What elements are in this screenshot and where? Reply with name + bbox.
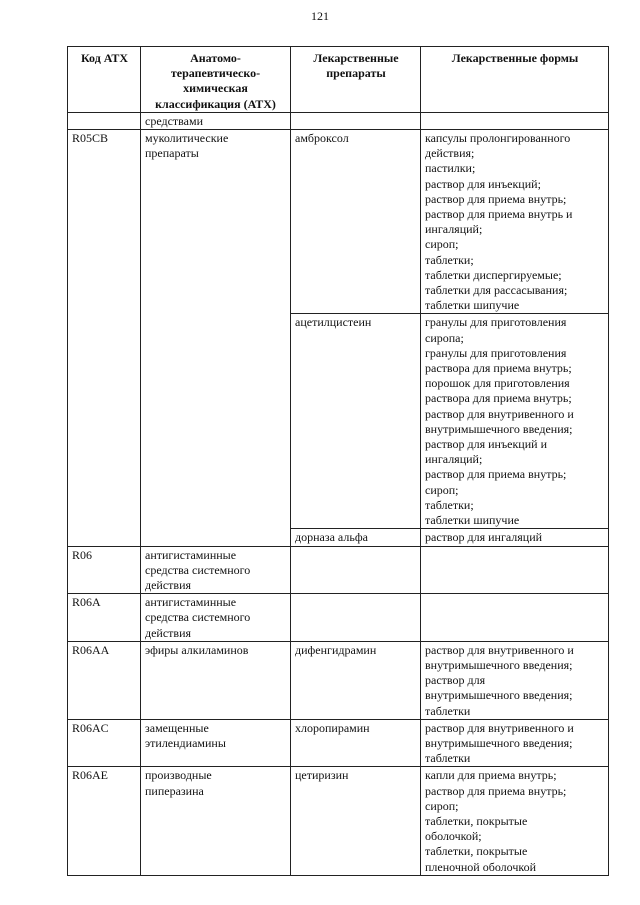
cell-code: R05CB (68, 130, 141, 546)
table-row-r06a (68, 594, 609, 642)
table-row-r05cb-ambroxol (68, 130, 609, 314)
header-code: Код АТХ (68, 47, 141, 113)
cell-forms (421, 594, 609, 642)
cell-code: R06 (68, 546, 141, 594)
cell-code: R06AA (68, 641, 141, 719)
cell-drug (291, 594, 421, 642)
header-classification: Анатомо- терапевтическо- химическая классификация (АТХ) (141, 47, 291, 113)
cell-forms: гранулы для приготовления сиропа; гранулы для приготовления раствора для приема внутрь; порошок для приготовления раствора для приема внутрь; раствор для внутривенного и внутримышечного введения; раствор для инъекций и ингаляций; раствор для приема внутрь; сироп; таблетки; таблетки шипучие (421, 314, 609, 529)
table-row-r06aa (68, 641, 609, 719)
table-row-r06ac (68, 719, 609, 767)
cell-forms: раствор для внутривенного и внутримышечного введения; таблетки (421, 719, 609, 767)
cell-classification: производные пиперазина (141, 767, 291, 875)
cell-forms: капсулы пролонгированного действия; пастилки; раствор для инъекций; раствор для приема внутрь; раствор для приема внутрь и ингаляций; сироп; таблетки; таблетки диспергируемые; таблетки для рассасывания; таблетки шипучие (421, 130, 609, 314)
cell-forms: раствор для ингаляций (421, 529, 609, 546)
cell-code: R06A (68, 594, 141, 642)
cell-drug: ацетилцистеин (291, 314, 421, 529)
cell-forms: капли для приема внутрь; раствор для приема внутрь; сироп; таблетки, покрытые оболочкой; таблетки, покрытые пленочной оболочкой (421, 767, 609, 875)
page-number: 121 (311, 9, 329, 23)
cell-classification: муколитические препараты (141, 130, 291, 546)
cell-drug: хлоропирамин (291, 719, 421, 767)
atx-drug-table (67, 46, 609, 876)
cell-classification: антигистаминные средства системного действия (141, 546, 291, 594)
cell-classification: замещенные этилендиамины (141, 719, 291, 767)
table-row-r06 (68, 546, 609, 594)
cell-drug: дорназа альфа (291, 529, 421, 546)
cell-drug: цетиризин (291, 767, 421, 875)
cell-classification: эфиры алкиламинов (141, 641, 291, 719)
table-row-r06ae (68, 767, 609, 875)
table-row-continuation (68, 112, 609, 129)
cell-drug: амброксол (291, 130, 421, 314)
cell-classification: антигистаминные средства системного действия (141, 594, 291, 642)
header-forms: Лекарственные формы (421, 47, 609, 113)
cell-code: R06AE (68, 767, 141, 875)
cell-classification: средствами (141, 112, 291, 129)
cell-drug: дифенгидрамин (291, 641, 421, 719)
cell-code (68, 112, 141, 129)
header-drugs: Лекарственные препараты (291, 47, 421, 113)
cell-forms (421, 546, 609, 594)
cell-drug (291, 112, 421, 129)
cell-drug (291, 546, 421, 594)
cell-forms: раствор для внутривенного и внутримышечного введения; раствор для внутримышечного введения; таблетки (421, 641, 609, 719)
cell-code: R06AC (68, 719, 141, 767)
table-header-row (68, 47, 609, 113)
cell-forms (421, 112, 609, 129)
